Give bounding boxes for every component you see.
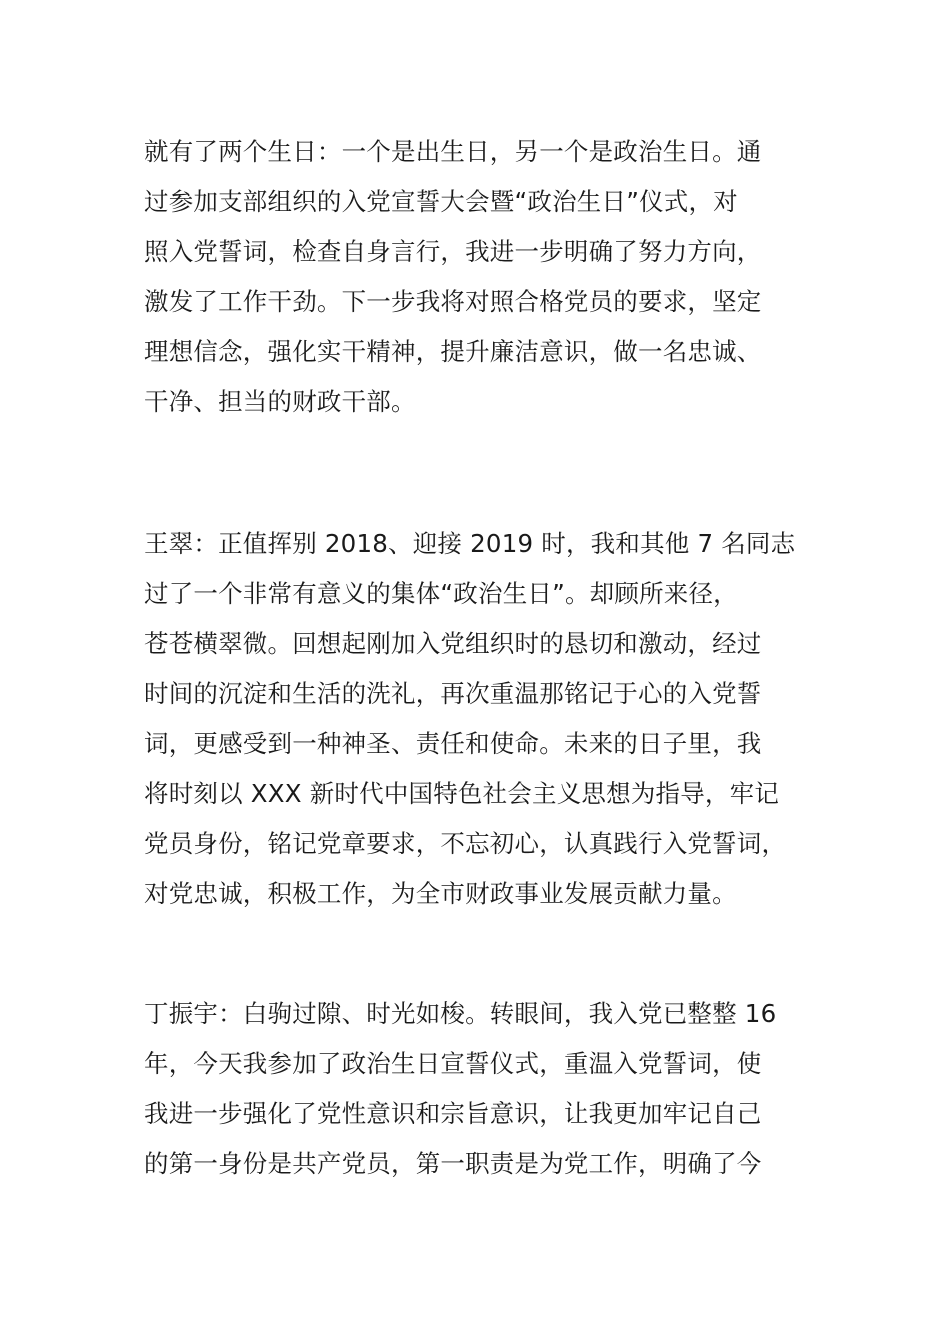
text-line: 就有了两个生日：一个是出生日，另一个是政治生日。通 <box>144 137 762 166</box>
text-line: 的第一身份是共产党员，第一职责是为党工作，明确了今 <box>144 1149 762 1178</box>
text-line: 对党忠诚，积极工作，为全市财政事业发展贡献力量。 <box>144 879 737 908</box>
text-line: 时间的沉淀和生活的洗礼，再次重温那铭记于心的入党誓 <box>144 679 762 708</box>
text-line: 将时刻以 XXX 新时代中国特色社会主义思想为指导，牢记 <box>144 779 780 808</box>
text-line: 苍苍横翠微。回想起刚加入党组织时的恳切和激动，经过 <box>144 629 762 658</box>
text-line: 照入党誓词，检查自身言行，我进一步明确了努力方向， <box>144 237 762 266</box>
text-line: 激发了工作干劲。下一步我将对照合格党员的要求，坚定 <box>144 287 762 316</box>
text-line: 过了一个非常有意义的集体“政治生日”。却顾所来径， <box>144 579 738 608</box>
paragraph-3 <box>144 989 814 1189</box>
text-line: 过参加支部组织的入党宣誓大会暨“政治生日”仪式，对 <box>144 187 738 216</box>
text-line: 年，今天我参加了政治生日宣誓仪式，重温入党誓词，使 <box>144 1049 762 1078</box>
text-line: 党员身份，铭记党章要求，不忘初心，认真践行入党誓词， <box>144 829 787 858</box>
text-line: 我进一步强化了党性意识和宗旨意识，让我更加牢记自己 <box>144 1099 762 1128</box>
text-line: 王翠：正值挥别 2018、迎接 2019 时，我和其他 7 名同志 <box>144 529 796 558</box>
text-line: 词，更感受到一种神圣、责任和使命。未来的日子里，我 <box>144 729 762 758</box>
paragraph-1 <box>144 127 814 427</box>
text-line: 干净、担当的财政干部。 <box>144 387 416 416</box>
text-line: 丁振宇：白驹过隙、时光如梭。转眼间，我入党已整整 16 <box>144 999 777 1028</box>
text-line: 理想信念，强化实干精神，提升廉洁意识，做一名忠诚、 <box>144 337 762 366</box>
paragraph-2 <box>144 519 814 919</box>
